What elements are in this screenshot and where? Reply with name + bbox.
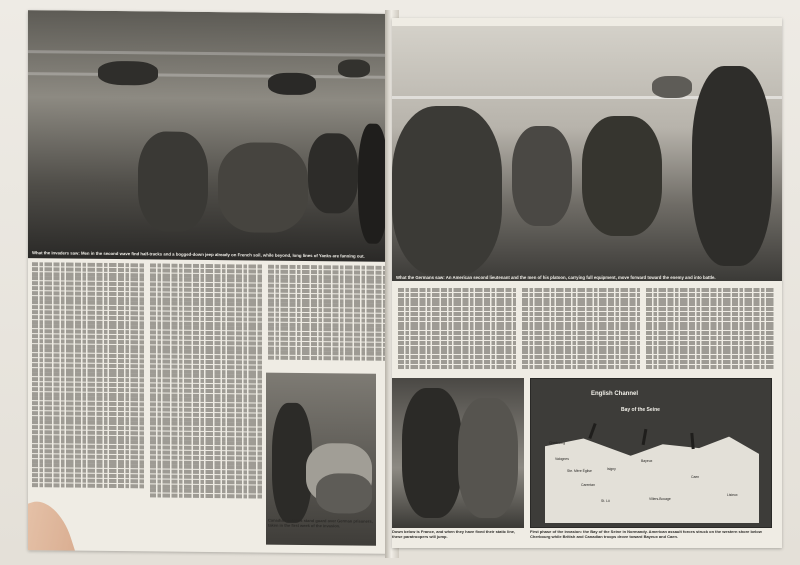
article-column-4 [398, 288, 516, 374]
map-town: Carentan [581, 483, 595, 487]
map-town: Bayeux [641, 459, 653, 463]
top-left-photo-caption: What the invaders saw: Men in the second wave find half-tracks and a bogged-down jeep already on French soil, while beyond, long lines of Yanks are fanning out. [32, 250, 365, 259]
map-town: Ste. Mère Église [567, 469, 592, 473]
map-caption: First phase of the invasion: the Bay of the Seine in Normandy. American assault forces struck on the western shore below Cherbourg while British and Canadian troops drove toward Bayeux and Caen. [530, 529, 762, 539]
article-column-2 [150, 263, 262, 514]
beach-landing-photo [28, 10, 390, 262]
map-town: St. Lô [601, 499, 610, 503]
article-column-1 [32, 262, 144, 503]
map-town: Isigny [607, 467, 616, 471]
assault-arrow-icon [642, 429, 648, 445]
soldiers-advancing-photo [392, 26, 782, 281]
article-column-3 [268, 265, 386, 366]
map-landmass [545, 427, 759, 523]
hand-holding-magazine [28, 495, 85, 554]
bottom-left-photo-caption: Canadian soldiers stand guard over German prisoners, taken in the first week of the invasion. [268, 517, 373, 529]
map-bay-label: Bay of the Seine [621, 407, 660, 413]
assault-arrow-icon [690, 433, 694, 449]
map-town: Villers-Bocage [649, 497, 671, 501]
paratroopers-photo [392, 378, 524, 528]
map-town: Caen [691, 475, 700, 479]
left-page [28, 10, 390, 554]
top-right-photo-caption: What the Germans saw: An American second lieutenant and the men of his platoon, carrying full equipment, move forward toward the enemy and into battle. [396, 275, 716, 280]
assault-arrow-icon [588, 423, 596, 439]
paratroopers-caption: Down below is France, and when they have fixed their static line, these paratroopers will jump. [392, 529, 516, 539]
normandy-map [530, 378, 772, 528]
map-town: Valognes [555, 457, 569, 461]
article-column-6 [646, 288, 774, 374]
map-title: English Channel [591, 391, 639, 397]
map-town: Lisieux [727, 493, 738, 497]
article-column-5 [522, 288, 640, 374]
map-town: Cherbourg [549, 441, 566, 445]
right-page [392, 18, 782, 548]
